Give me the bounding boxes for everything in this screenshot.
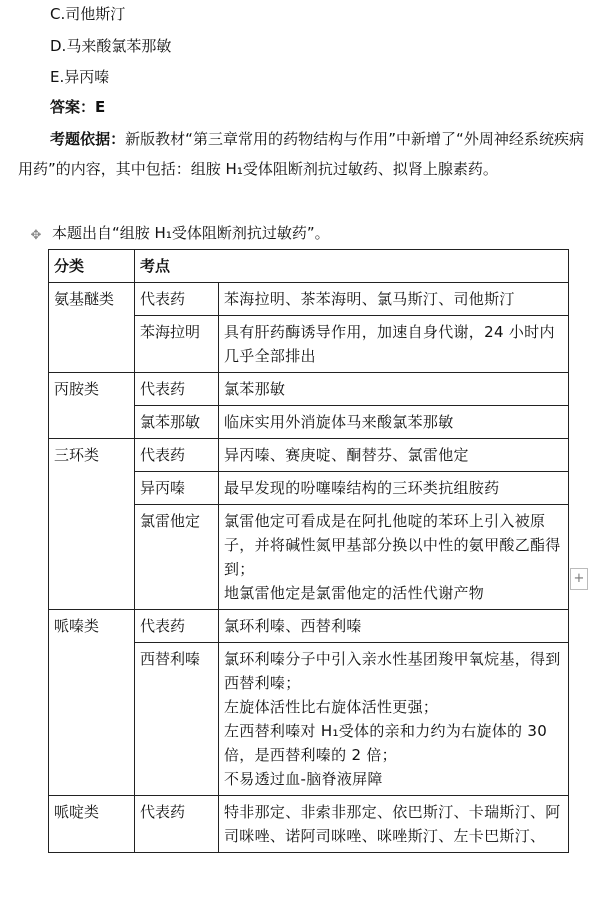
answer-label: 答案： <box>50 98 96 116</box>
keypoint-cell: 氯苯那敏 <box>135 406 219 439</box>
description-line: 最早发现的吩噻嗪结构的三环类抗组胺药 <box>224 479 500 497</box>
answer-line <box>50 97 105 117</box>
basis-paragraph <box>18 124 584 184</box>
category-cell: 哌嗪类 <box>49 610 135 796</box>
keypoint-cell: 西替利嗪 <box>135 643 219 796</box>
keypoint-cell: 代表药 <box>135 796 219 853</box>
description-line: 氯环利嗪分子中引入亲水性基团羧甲氧烷基，得到西替利嗪； <box>224 650 561 692</box>
table-row <box>49 283 569 316</box>
description-line: 氯环利嗪、西替利嗪 <box>224 617 362 635</box>
description-line: 具有肝药酶诱导作用，加速自身代谢，24 小时内几乎全部排出 <box>224 323 555 365</box>
table-row <box>49 796 569 853</box>
description-line: 特非那定、非索非那定、依巴斯汀、卡瑞斯汀、阿司咪唑、诺阿司咪唑、咪唑斯汀、左卡巴斯汀、 <box>224 803 561 845</box>
basis-text: 新版教材“第三章常用的药物结构与作用”中新增了“外周神经系统疾病用药”的内容，其中包括：组胺 H₁受体阻断剂抗过敏药、拟肾上腺素药。 <box>18 130 584 178</box>
table-row <box>49 610 569 643</box>
description-cell <box>219 406 569 439</box>
header-category: 分类 <box>49 250 135 283</box>
description-line: 异丙嗪、赛庚啶、酮替芬、氯雷他定 <box>224 446 469 464</box>
keypoint-cell: 代表药 <box>135 283 219 316</box>
keypoint-cell: 代表药 <box>135 610 219 643</box>
description-line: 地氯雷他定是氯雷他定的活性代谢产物 <box>224 584 485 602</box>
description-cell <box>219 643 569 796</box>
plus-icon[interactable]: + <box>570 568 588 590</box>
keypoint-cell: 苯海拉明 <box>135 316 219 373</box>
source-line: 本题出自“组胺 H₁受体阻断剂抗过敏药”。 <box>52 224 330 242</box>
category-cell: 丙胺类 <box>49 373 135 439</box>
description-cell <box>219 796 569 853</box>
keypoint-cell: 异丙嗪 <box>135 472 219 505</box>
description-cell <box>219 472 569 505</box>
basis-label: 考题依据： <box>50 130 126 148</box>
description-cell <box>219 373 569 406</box>
description-line: 氯雷他定可看成是在阿扎他啶的苯环上引入被原子，并将碱性氮甲基部分换以中性的氨甲酸乙酯得到； <box>224 512 561 578</box>
option-c: C.司他斯汀 <box>50 5 126 23</box>
move-handle-icon[interactable]: ✥ <box>30 228 42 243</box>
keypoint-cell: 氯雷他定 <box>135 505 219 610</box>
knowledge-table <box>48 249 569 853</box>
category-cell: 哌啶类 <box>49 796 135 853</box>
description-line: 氯苯那敏 <box>224 380 286 398</box>
keypoint-cell: 代表药 <box>135 439 219 472</box>
description-cell <box>219 610 569 643</box>
description-line: 临床实用外消旋体马来酸氯苯那敏 <box>224 413 454 431</box>
table-header-row <box>49 250 569 283</box>
answer-value: E <box>95 98 106 116</box>
category-cell: 三环类 <box>49 439 135 610</box>
option-d: D.马来酸氯苯那敏 <box>50 37 172 55</box>
keypoint-cell: 代表药 <box>135 373 219 406</box>
description-line: 苯海拉明、茶苯海明、氯马斯汀、司他斯汀 <box>224 290 515 308</box>
header-keypoint: 考点 <box>135 250 569 283</box>
description-cell <box>219 505 569 610</box>
description-line: 不易透过血-脑脊液屏障 <box>224 770 383 788</box>
description-cell <box>219 316 569 373</box>
table-row <box>49 373 569 406</box>
category-cell: 氨基醚类 <box>49 283 135 373</box>
option-e: E.异丙嗪 <box>50 68 110 86</box>
table-row <box>49 439 569 472</box>
description-line: 左旋体活性比右旋体活性更强； <box>224 698 439 716</box>
description-cell <box>219 439 569 472</box>
description-cell <box>219 283 569 316</box>
description-line: 左西替利嗪对 H₁受体的亲和力约为右旋体的 30 倍，是西替利嗪的 2 倍； <box>224 722 548 764</box>
